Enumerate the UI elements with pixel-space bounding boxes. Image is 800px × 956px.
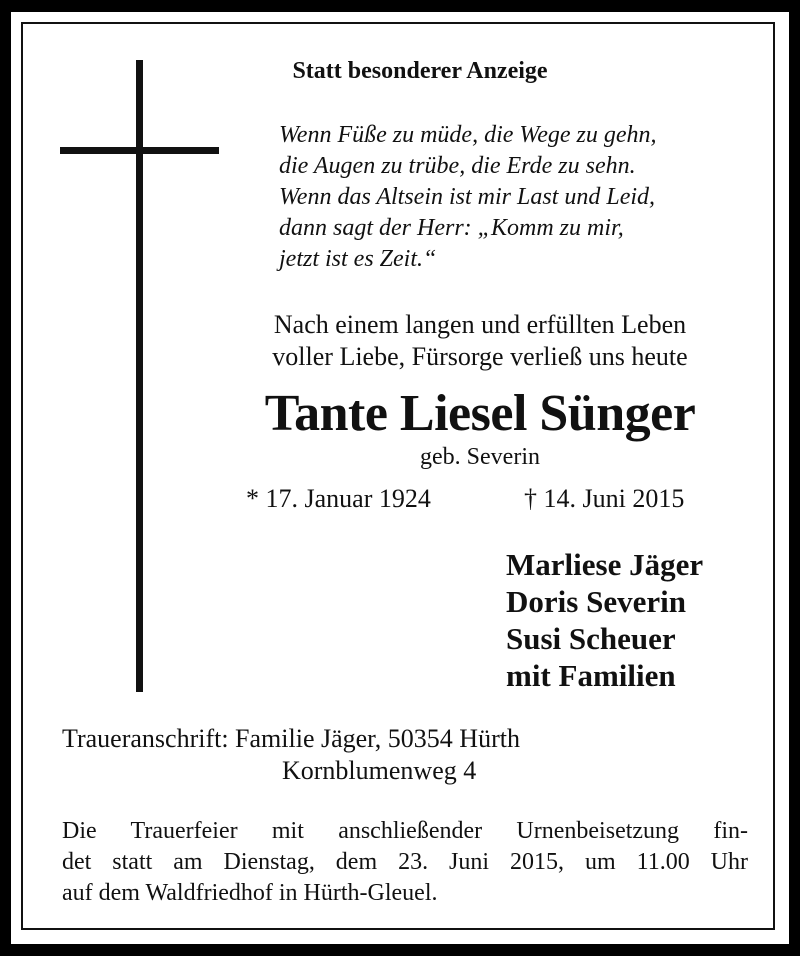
mourner: Doris Severin xyxy=(506,584,686,619)
poem-line: Wenn das Altsein ist mir Last und Leid, xyxy=(279,184,656,210)
mourner: mit Familien xyxy=(506,658,676,693)
poem-line: Wenn Füße zu müde, die Wege zu gehn, xyxy=(279,122,657,148)
intro-line: voller Liebe, Fürsorge verließ uns heute xyxy=(272,342,688,371)
ceremony-line: det statt am Dienstag, dem 23. Juni 2015, um 11.00 Uhr xyxy=(62,849,748,875)
death-date: † 14. Juni 2015 xyxy=(524,484,685,513)
intro-text xyxy=(200,309,760,373)
poem xyxy=(279,120,656,275)
mourner: Susi Scheuer xyxy=(506,621,676,656)
ceremony-notice xyxy=(62,816,748,909)
ceremony-line: auf dem Waldfriedhof in Hürth-Gleuel. xyxy=(62,880,438,906)
notice-heading: Statt besonderer Anzeige xyxy=(292,58,548,84)
mourners-list xyxy=(506,546,703,694)
mourner: Marliese Jäger xyxy=(506,547,704,582)
cross-icon-horizontal-bar xyxy=(60,147,219,154)
poem-line: jetzt ist es Zeit.“ xyxy=(279,246,437,272)
mourning-address-street: Kornblumenweg 4 xyxy=(282,756,477,785)
poem-line: die Augen zu trübe, die Erde zu sehn. xyxy=(279,153,636,179)
mourning-address: Traueranschrift: Familie Jäger, 50354 Hürth xyxy=(62,724,520,753)
birth-date: * 17. Januar 1924 xyxy=(246,484,431,513)
intro-line: Nach einem langen und erfüllten Leben xyxy=(273,310,687,339)
ceremony-line: Die Trauerfeier mit anschließender Urnenbeisetzung fin- xyxy=(62,818,748,844)
deceased-name: Tante Liesel Sünger xyxy=(264,385,696,442)
poem-line: dann sagt der Herr: „Komm zu mir, xyxy=(279,215,624,241)
cross-icon-vertical-bar xyxy=(136,60,143,692)
maiden-name: geb. Severin xyxy=(420,444,540,470)
